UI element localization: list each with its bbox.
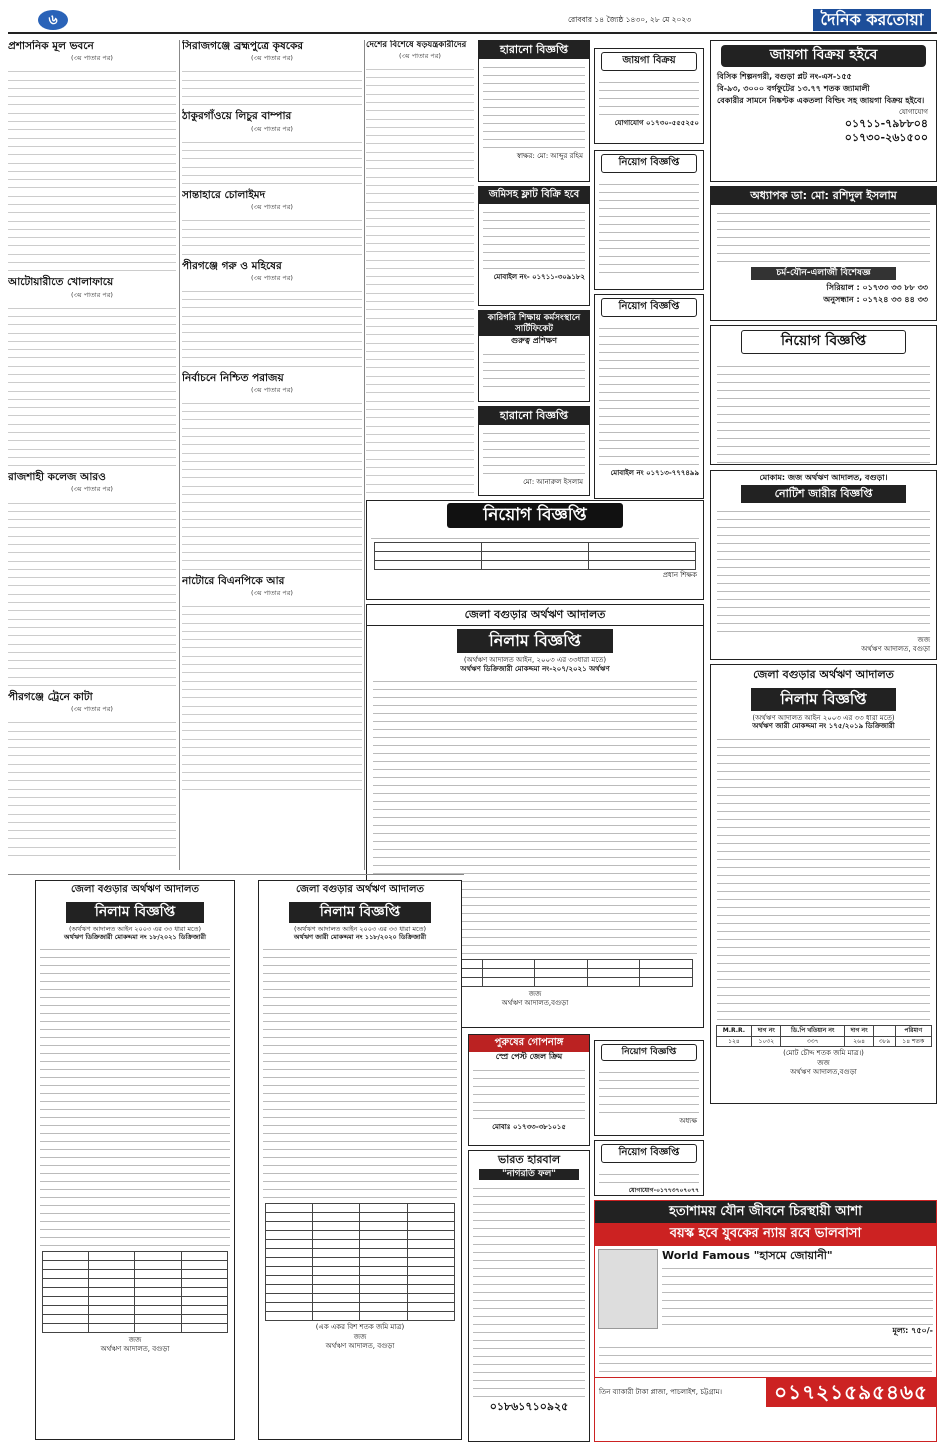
ad-price: মূল্য: ৭৫০/- [892, 1326, 933, 1336]
news-headline: নির্বাচনে নিশ্চিত পরাজয় [182, 371, 284, 384]
ad-title: নিয়োগ বিজ্ঞপ্তি [601, 154, 697, 173]
news-headline: সান্তাহারে চোলাইমদ [182, 189, 266, 202]
news-item [182, 189, 362, 254]
ad-title: নোটিশ জারীর বিজ্ঞপ্তি [741, 485, 906, 503]
ad-subtitle: (অর্থঋণ আদালত আইন ২০০৩ এর ৩৩ ধারা মতে) [293, 925, 427, 933]
ad-subtitle: (অর্থঋণ আদালত আইন ২০০৩ এর ৩৩ ধারা মতে) [752, 713, 895, 722]
ad-lost-notice-2 [478, 406, 590, 496]
news-body [182, 284, 362, 367]
ad-phone: মোবাঃ ০১৭৩৩-৩৮১০১৫ [492, 1122, 566, 1131]
ad-technical-training [478, 310, 590, 402]
ad-signature: স্বাক্ষর: মো: আব্দুর রহিম [516, 151, 583, 160]
ad-signature: জজ অর্থঋণ আদালত, বগুড়া [861, 635, 930, 653]
ad-herbal-left [468, 1150, 590, 1442]
ad-title: নিলাম বিজ্ঞপ্তি [66, 902, 204, 924]
news-byline: (৩য় পাতার পর) [399, 51, 441, 60]
news-headline: দেশের বিশেষে ষড়যন্ত্রকারীদের [366, 40, 467, 50]
court-header: জেলা বগুড়ার অর্থঋণ আদালত [71, 884, 199, 895]
ad-title: কারিগরি শিক্ষায় কর্মসংস্থানে সার্টিফিকেট [479, 311, 589, 336]
news-body [182, 135, 362, 184]
ad-health-product [468, 1034, 590, 1146]
news-body [8, 715, 176, 856]
ad-job-notice-1 [594, 150, 704, 290]
ad-signature: জজ অর্থঋণ আদালত,বগুড়া [501, 990, 569, 1007]
auction-table [42, 1251, 228, 1333]
ad-signature: অধ্যক্ষ [679, 1117, 697, 1126]
news-item [182, 372, 362, 570]
ad-signature: জজ অর্থঋণ আদালত, বগুড়া [325, 1333, 395, 1350]
ad-subtitle: (অর্থঋণ আদালত আইন ২০০৩ এর ৩৩ ধারা মতে) [68, 925, 202, 933]
news-item [182, 110, 362, 184]
table-header-cell: দাগ নং [845, 1026, 874, 1037]
news-column-1 [8, 40, 176, 870]
news-byline: (৩য় পাতার পর) [71, 485, 113, 494]
date-line: রোববার ১৪ জ্যৈষ্ঠ ১৪৩০, ২৮ মে ২০২৩ [568, 15, 692, 24]
ad-title: হতাশাময় যৌন জীবনে চিরস্থায়ী আশা [595, 1201, 936, 1223]
news-byline: (৩য় পাতার পর) [71, 705, 113, 714]
job-table [374, 542, 697, 570]
ad-herbal-main [594, 1200, 937, 1442]
news-headline: পীরগঞ্জে গরু ও মহিষের [182, 259, 282, 272]
news-body [8, 301, 176, 467]
news-item [8, 471, 176, 686]
news-body [182, 599, 362, 790]
ad-lost-notice-1 [478, 40, 590, 182]
ad-auction-notice-mid [258, 880, 462, 1440]
ad-land-sale-small [594, 48, 704, 144]
ad-phone: অনুসন্ধান : ০১৭২৪ ৩৩ ৪৪ ৩৩ [823, 295, 928, 304]
ad-signature: জজ অর্থঋণ আদালত,বগুড়া [790, 1058, 857, 1076]
table-header-cell [874, 1026, 896, 1037]
ad-phone: মোবাইল নং ০১৭১৩-৭৭৭৪৯৯ [610, 468, 699, 477]
news-byline: (৩য় পাতার পর) [251, 203, 293, 212]
ad-title: জায়গা বিক্রয় [601, 52, 697, 71]
ad-subtitle: অর্থঋণ ডিক্রিজারী মোকদ্দমা নং ১৮/২০২১ ডিক্রিজারী [64, 933, 206, 942]
column-divider [364, 40, 365, 870]
masthead [8, 8, 937, 34]
ad-court-notice [710, 470, 937, 660]
table-cell: ৩৩৭ [781, 1036, 845, 1047]
ad-phone: ০১৭৩০-২৬১৫০০ [844, 131, 928, 144]
news-item [8, 40, 176, 271]
news-headline: রাজশাহী কলেজ আরও [8, 471, 106, 484]
ad-job-notice-big [710, 325, 937, 465]
ad-title: নিয়োগ বিজ্ঞপ্তি [601, 1144, 697, 1163]
ad-specialty: চর্ম-যৌন-এলার্জী বিশেষজ্ঞ [751, 267, 896, 280]
news-item [182, 575, 362, 790]
news-byline: (৩য় পাতার পর) [71, 290, 113, 299]
ad-title: নিলাম বিজ্ঞপ্তি [289, 902, 431, 924]
news-headline: ঠাকুরগাঁওয়ে লিচুর বাম্পার [182, 110, 292, 123]
news-headline: সিরাজগঞ্জে ব্রহ্মপুত্রে কৃষকের [182, 40, 304, 52]
news-item [182, 40, 362, 105]
news-byline: (৩য় পাতার পর) [251, 124, 293, 133]
news-body [182, 396, 362, 570]
news-byline: (৩য় পাতার পর) [251, 385, 293, 394]
news-column-2 [182, 40, 362, 870]
ad-doctor [710, 186, 937, 321]
ad-subtitle: "নাগরতি ফল" [479, 1169, 579, 1180]
news-item [8, 276, 176, 466]
news-headline: পীরগঞ্জে ট্রেনে কাটা [8, 691, 93, 704]
table-cell: ১৪ শতক [896, 1036, 931, 1047]
page-number-badge: ৬ [38, 10, 68, 30]
news-body [182, 213, 362, 254]
row-divider [8, 874, 464, 875]
ad-line: বেকারীর সামনে নিষ্কণ্টক একতলা বিল্ডিং সহ জায়গা বিক্রয় হইবে। [717, 95, 925, 105]
ad-contact-label: যোগাযোগ [899, 107, 928, 116]
auction-table [265, 1203, 455, 1321]
ad-title: ভারত হারবাল [497, 1153, 561, 1166]
auction-total: (মোট চৌদ্দ শতক জমি মাত্র।) [783, 1049, 864, 1057]
table-header-cell: ডি.পি খতিয়ান নং [781, 1026, 845, 1037]
ad-title: জায়গা বিক্রয় হইবে [721, 45, 926, 67]
ad-job-notice-5 [594, 1040, 704, 1136]
news-headline: প্রশাসনিক মূল ভবনে [8, 40, 94, 52]
ad-title: নিয়োগ বিজ্ঞপ্তি [741, 330, 906, 354]
ad-auction-notice-left [35, 880, 235, 1440]
news-byline: (৩য় পাতার পর) [251, 273, 293, 282]
news-headline: নাটোরে বিএনপিকে আর [182, 574, 285, 587]
ad-flat-sale [478, 186, 590, 306]
court-header: জেলা বগুড়ার অর্থঋণ আদালত [367, 605, 703, 626]
ad-phone: যোগাযোগ-০১৭৭৩৭০৭০৭৭ [628, 1186, 699, 1194]
ad-subtitle: গুরুত্ব প্রশিক্ষণ [510, 336, 558, 346]
ad-signature: প্রধান শিক্ষক [662, 571, 697, 580]
news-item [8, 691, 176, 856]
news-body [182, 64, 362, 105]
ad-subtitle: অর্থঋণ জারী মোকদ্দমা নং ১১৮/২০২০ ডিক্রিজারী [293, 933, 427, 942]
news-headline: আটোয়ারীতে খোলাফায়ে [8, 276, 114, 289]
ad-phone: মোবাইল নং- ০১৭১১-৩০৯১৮২ [493, 272, 585, 281]
ad-job-notice-main [366, 500, 704, 600]
news-byline: (৩য় পাতার পর) [251, 588, 293, 597]
ad-land-sale-main [710, 40, 937, 182]
ad-line: বিসিক শিল্পনগরী, বগুড়া প্লট নং-এস-১৫৫ [717, 71, 852, 81]
auction-table [716, 1025, 932, 1047]
table-cell: ১০৩২ [752, 1036, 781, 1047]
ad-title: নিলাম বিজ্ঞপ্তি [457, 629, 613, 653]
ad-title: নিয়োগ বিজ্ঞপ্তি [447, 503, 623, 528]
ad-job-notice-2 [594, 294, 704, 499]
ad-phone: ০১৭২১৫৯৫৪৬৫ [766, 1378, 936, 1407]
table-cell: ১২৪ [716, 1036, 752, 1047]
ad-phone: ০১৮৬১৭১০৯২৫ [489, 1400, 569, 1413]
ad-title: নিয়োগ বিজ্ঞপ্তি [601, 1044, 697, 1061]
table-cell: ৩৮৯ [874, 1036, 896, 1047]
ad-title: জমিসহ ফ্লাট বিক্রি হবে [479, 187, 589, 204]
ad-subtitle: অর্থঋণ ডিক্রিজারী মোকদ্দমা নং-২০৭/২০২১ অর্থঋণ [460, 664, 610, 673]
news-byline: (৩য় পাতার পর) [251, 54, 293, 63]
ad-signature: জজ অর্থঋণ আদালত, বগুড়া [100, 1336, 170, 1353]
person-photo [598, 1249, 658, 1329]
table-cell: ২৬৪ [845, 1036, 874, 1047]
ad-job-notice-6 [594, 1140, 704, 1196]
ad-title: নিয়োগ বিজ্ঞপ্তি [601, 298, 697, 317]
news-item [182, 260, 362, 367]
ad-phone: যোগাযোগ ০১৭৩০-৫৫৫২৫০ [614, 118, 699, 127]
court-header: জেলা বগুড়ার অর্থঋণ আদালত [753, 668, 894, 681]
paper-name-logo: দৈনিক করতোয়া [813, 9, 931, 31]
ad-signature: মো: আনারুল ইসলাম [523, 477, 583, 486]
ad-title: নিলাম বিজ্ঞপ্তি [751, 688, 896, 711]
ad-subtitle: স্প্রে পেস্ট জেল ক্রিম [495, 1051, 563, 1061]
court-header: জেলা বগুড়ার অর্থঋণ আদালত [296, 884, 424, 895]
news-byline: (৩য় পাতার পর) [71, 54, 113, 63]
ad-line: বি-৯৩, ৩০০০ বর্গফুটের ১৩.৭৭ শতক জ্যামালী [717, 83, 870, 93]
news-body [8, 496, 176, 687]
table-header-cell: M.R.R. [716, 1026, 752, 1037]
table-header-cell: দাগ নং [752, 1026, 781, 1037]
ad-subtitle: অর্থঋণ জারী মোকদ্দমা নং ১৭৫/২০১৯ ডিক্রিজারী [752, 722, 895, 731]
ad-address: তিন ব্যাকারী টাকা প্লাজা, পাচলাইশ, চট্টগ্রাম। [599, 1388, 723, 1397]
ad-title: অধ্যাপক ডা: মো: রশিদুল ইসলাম [711, 187, 936, 205]
ad-title-2: বয়স্ক হবে যুবকের ন্যায় রবে ভালবাসা [595, 1223, 936, 1245]
table-header-cell: পরিমাণ [896, 1026, 931, 1037]
ad-title: পুরুষের গোপনাঙ্গ [469, 1035, 589, 1052]
news-body [8, 64, 176, 271]
ad-phone: সিরিয়াল : ০১৭৩৩ ৩৩ ৮৮ ৩৩ [826, 283, 928, 292]
ad-brand: World Famous "হাসমে জোয়ানী" [662, 1248, 833, 1262]
ad-phone: ০১৭১১-৭৯৮৮০৪ [844, 117, 928, 131]
ad-auction-notice-right [710, 664, 937, 1104]
column-divider [179, 40, 180, 870]
ad-title: হারানো বিজ্ঞপ্তি [479, 407, 589, 425]
ad-subtitle: (অর্থঋণ আদালত আইন, ২০০৩ এর ৩৩ধারা মতে) [463, 655, 607, 664]
court-header: মোকাম: জজ অর্থঋণ আদালত, বগুড়া। [759, 473, 888, 482]
ad-title: হারানো বিজ্ঞপ্তি [479, 41, 589, 59]
auction-total: (এক একর বিশ শতক জমি মাত্র) [315, 1323, 405, 1332]
